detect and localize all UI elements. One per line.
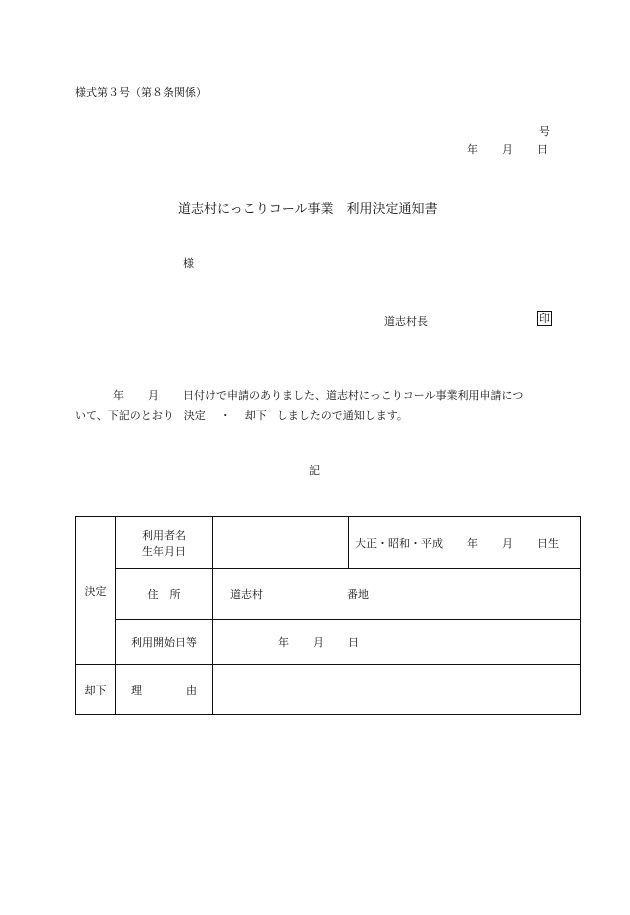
decision-section-label: 決定 (76, 517, 116, 665)
issue-date-day: 日 (537, 143, 548, 156)
issue-date-year: 年 (467, 143, 478, 156)
ki-mark: 記 (309, 464, 320, 477)
start-date-field[interactable] (213, 620, 581, 665)
start-day-label: 日 (348, 636, 359, 649)
birth-year-label: 年 (467, 536, 478, 550)
user-name-field[interactable] (213, 517, 349, 569)
issuer-name: 道志村長 (384, 315, 428, 328)
start-year-label: 年 (278, 636, 289, 649)
document-title: 道志村にっこりコール事業 利用決定通知書 (178, 202, 438, 217)
body-text-2b: しましたので通知します。 (276, 409, 408, 422)
body-month: 月 (148, 389, 159, 402)
issue-date-month: 月 (502, 143, 513, 156)
decision-table (75, 516, 581, 715)
birthdate-label: 生年月日 (142, 544, 186, 558)
birthdate-field[interactable] (349, 517, 581, 569)
start-month-label: 月 (313, 636, 324, 649)
body-decision: 決定 (183, 409, 206, 422)
body-text-2a: いて、下記のとおり (75, 409, 174, 422)
address-field[interactable] (213, 569, 581, 620)
body-text-1: 日付けで申請のありました、道志村にっこりコール事業利用申請につ (183, 389, 524, 402)
body-reject: 却下 (244, 409, 267, 422)
body-line-1 (113, 387, 523, 403)
reject-section-label: 却下 (76, 665, 116, 715)
name-birthdate-label (116, 517, 213, 569)
reason-label-2: 由 (186, 683, 197, 697)
user-name-label: 利用者名 (142, 528, 186, 542)
form-reference: 様式第３号（第８条関係） (75, 86, 207, 99)
reason-label (116, 665, 213, 715)
reason-field[interactable] (213, 665, 581, 715)
body-year: 年 (113, 389, 124, 402)
birth-month-label: 月 (502, 536, 513, 550)
document-number-label: 号 (539, 125, 550, 138)
start-date-label: 利用開始日等 (116, 620, 213, 665)
body-dot: ・ (219, 409, 231, 422)
birth-day-label: 日生 (537, 536, 559, 550)
issue-date (467, 141, 548, 157)
seal-mark: 印 (539, 312, 550, 325)
body-line-2 (75, 407, 408, 423)
address-village: 道志村 (230, 588, 263, 601)
era-options: 大正・昭和・平成 (355, 536, 443, 550)
address-banchi: 番地 (347, 588, 369, 601)
recipient-honorific: 様 (183, 257, 194, 270)
address-label: 住 所 (116, 569, 213, 620)
reason-label-1: 理 (131, 683, 142, 697)
